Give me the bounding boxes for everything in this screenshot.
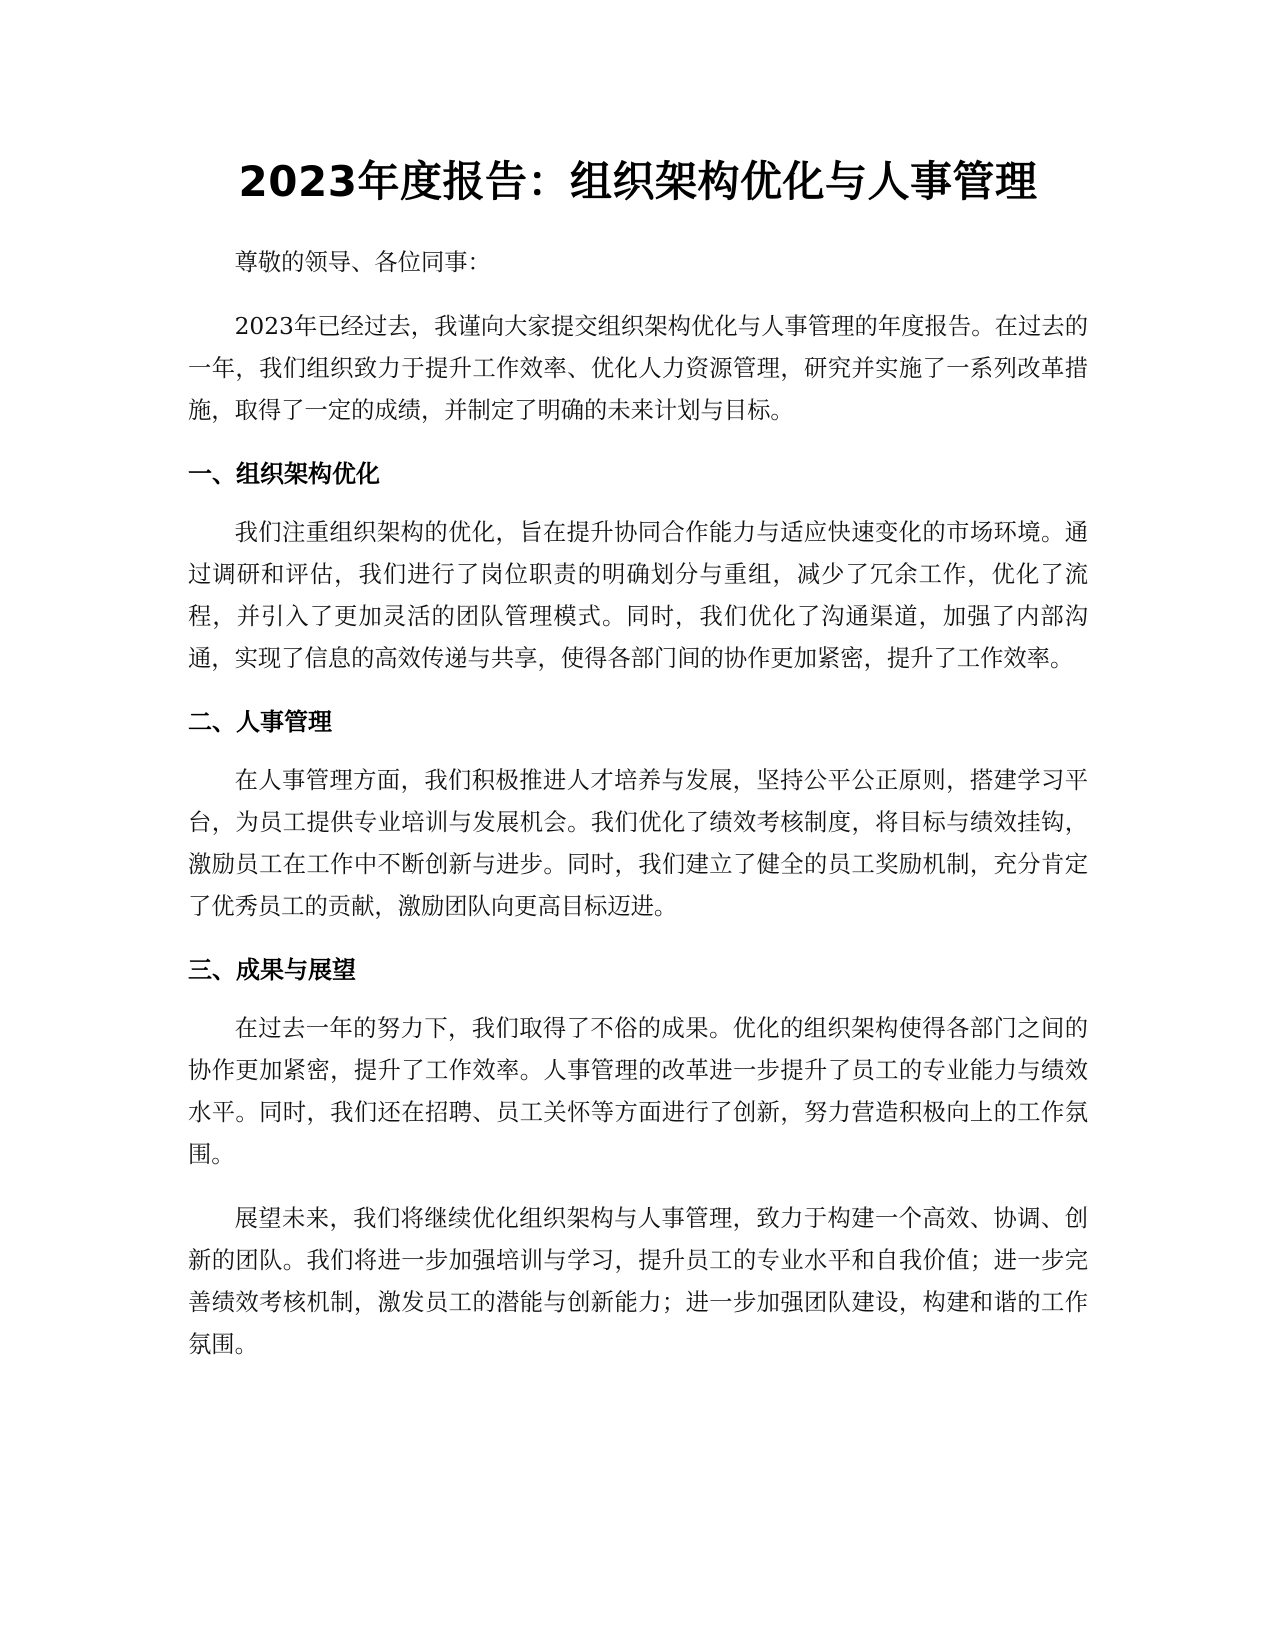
intro-paragraph: 2023年已经过去，我谨向大家提交组织架构优化与人事管理的年度报告。在过去的一年，我们组织致力于提升工作效率、优化人力资源管理，研究并实施了一系列改革措施，取得了一定的成绩，并制定了明确的未来计划与目标。 xyxy=(188,313,1088,424)
section-heading-results-outlook: 三、成果与展望 xyxy=(188,956,356,984)
section-paragraph: 我们注重组织架构的优化，旨在提升协同合作能力与适应快速变化的市场环境。通过调研和评估，我们进行了岗位职责的明确划分与重组，减少了冗余工作，优化了流程，并引入了更加灵活的团队管理模式。同时，我们优化了沟通渠道，加强了内部沟通，实现了信息的高效传递与共享，使得各部门间的协作更加紧密，提升了工作效率。 xyxy=(188,519,1088,672)
document-page xyxy=(188,150,1088,1366)
section-heading-org-structure: 一、组织架构优化 xyxy=(188,460,380,488)
section-paragraph: 在过去一年的努力下，我们取得了不俗的成果。优化的组织架构使得各部门之间的协作更加紧密，提升了工作效率。人事管理的改革进一步提升了员工的专业能力与绩效水平。同时，我们还在招聘、员工关怀等方面进行了创新，努力营造积极向上的工作氛围。 xyxy=(188,1015,1088,1168)
salutation: 尊敬的领导、各位同事： xyxy=(234,249,491,276)
section-heading-hr-management: 二、人事管理 xyxy=(188,708,332,736)
document-title: 2023年度报告：组织架构优化与人事管理 xyxy=(238,157,1038,206)
section-paragraph: 在人事管理方面，我们积极推进人才培养与发展，坚持公平公正原则，搭建学习平台，为员工提供专业培训与发展机会。我们优化了绩效考核制度，将目标与绩效挂钩，激励员工在工作中不断创新与进步。同时，我们建立了健全的员工奖励机制，充分肯定了优秀员工的贡献，激励团队向更高目标迈进。 xyxy=(188,767,1088,920)
section-paragraph: 展望未来，我们将继续优化组织架构与人事管理，致力于构建一个高效、协调、创新的团队。我们将进一步加强培训与学习，提升员工的专业水平和自我价值；进一步完善绩效考核机制，激发员工的潜能与创新能力；进一步加强团队建设，构建和谐的工作氛围。 xyxy=(188,1205,1088,1358)
